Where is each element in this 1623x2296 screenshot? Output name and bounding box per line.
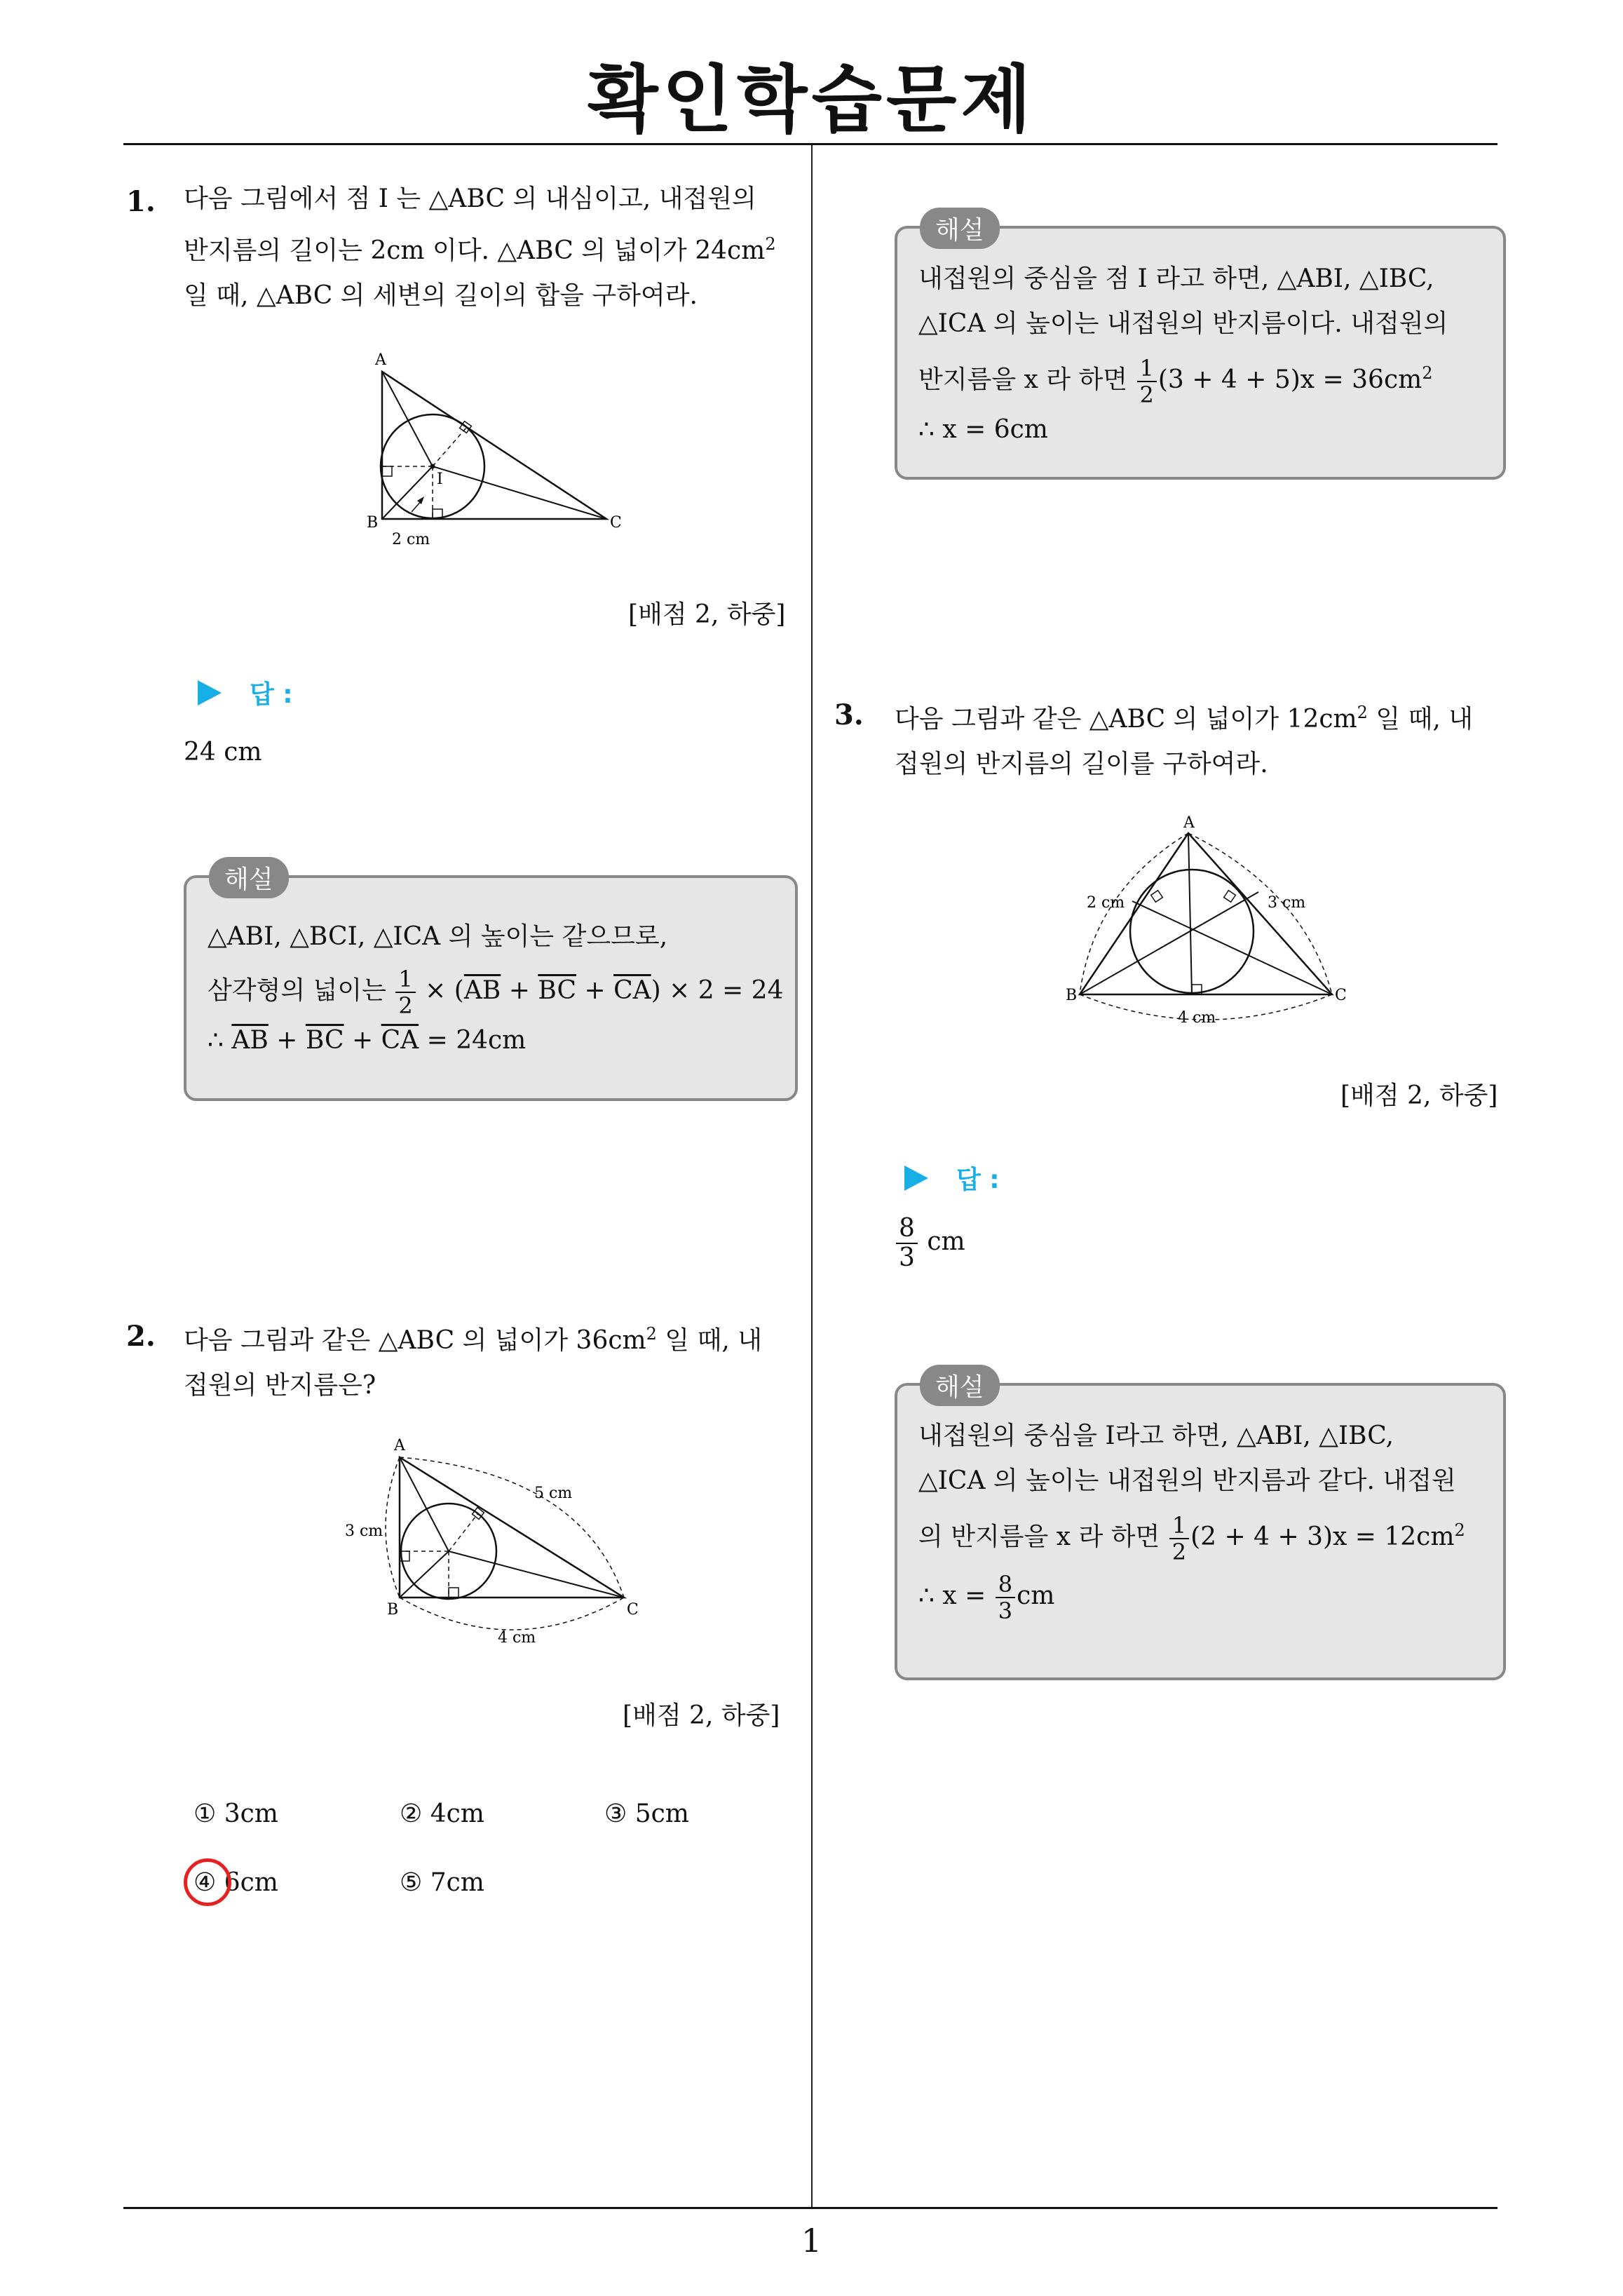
- q1-expl-line-1: △ABI, △BCI, △ICA 의 높이는 같으므로,: [208, 922, 668, 951]
- footer-rule: [123, 2207, 1498, 2209]
- question-1-answer-head: [198, 675, 293, 710]
- question-1-explanation: [184, 865, 798, 1101]
- page-number: 1: [801, 2222, 822, 2260]
- page-title: 확인학습문제: [588, 57, 1035, 142]
- q3-expl-line-3: 의 반지름을 x 라 하면 $\frac{1}{2}$ $(2 + 4 + 3)x = 12cm^2$: [918, 1512, 1465, 1565]
- q2-fig-label-ac: 5 cm: [534, 1485, 573, 1502]
- q3-fig-label-b: B: [1066, 987, 1078, 1004]
- q1-fig-label-i: I: [437, 471, 443, 488]
- question-1-line-3: 일 때, △ABC 의 세변의 길이의 합을 구하여라.: [184, 281, 698, 310]
- q2-fig-label-c: C: [627, 1601, 639, 1619]
- q1-fig-label-c: C: [610, 514, 622, 532]
- question-1-figure: [361, 351, 641, 554]
- question-1-number: 1.: [126, 185, 156, 218]
- question-2-number: 2.: [126, 1320, 156, 1353]
- q3-expl-line-2: △ICA 의 높이는 내접원의 반지름과 같다. 내접원: [918, 1466, 1456, 1495]
- question-1-answer: 24 cm: [184, 738, 262, 767]
- question-3-score: [배점 2, 하중]: [1340, 1081, 1498, 1110]
- question-1-line-2: 반지름의 길이는 2cm 이다. △ABC 의 넓이가 24cm: [184, 236, 766, 265]
- q2-fig-label-a: A: [394, 1437, 405, 1454]
- q1-expl-line-2: 삼각형의 넓이는 $\frac{1}{2}$ × $(\overline{AB} + \overline{BC} + \overline{CA}) \times 2 = 24$: [208, 966, 784, 1019]
- q1-fig-label-a: A: [375, 351, 386, 369]
- question-3-line-1: 다음 그림과 같은 △ABC 의 넓이가 12cm: [895, 705, 1357, 734]
- q2-expl-line-4: ∴ x = 6cm: [918, 415, 1048, 444]
- q2-expl-line-2: △ICA 의 높이는 내접원의 반지름이다. 내접원의: [918, 309, 1448, 338]
- question-2-score: [배점 2, 하중]: [623, 1701, 780, 1730]
- header-rule: [123, 143, 1498, 145]
- question-3-answer-head: [904, 1160, 1000, 1196]
- column-divider: [811, 145, 813, 2207]
- q3-expl-line-1: 내접원의 중심을 I라고 하면, △ABI, △IBC,: [918, 1422, 1394, 1450]
- question-1-sup: 2: [765, 234, 776, 254]
- q2-fig-label-ab: 3 cm: [345, 1522, 383, 1540]
- question-2-figure: [330, 1431, 666, 1655]
- question-1-score: [배점 2, 하중]: [628, 600, 786, 629]
- explanation-tag: 해설: [209, 857, 289, 898]
- choice-1[interactable]: ① 3cm: [193, 1799, 278, 1828]
- explanation-tag: 해설: [920, 208, 1000, 249]
- q3-fig-label-bc: 4 cm: [1178, 1009, 1216, 1027]
- q3-fig-label-a: A: [1183, 814, 1195, 832]
- q1-fig-label-b: B: [367, 514, 379, 532]
- q3-expl-line-4: ∴ x = $\frac{8}{3}$ cm: [918, 1571, 1055, 1624]
- q2-expl-line-3: 반지름을 x 라 하면 $\frac{1}{2}$ $(3 + 4 + 5)x = 36cm^2$: [918, 355, 1433, 408]
- question-3-answer-label: 답 :: [956, 1166, 1000, 1194]
- question-2-line-2: 접원의 반지름은?: [184, 1371, 376, 1400]
- question-2-text: 다음 그림과 같은 △ABC 의 넓이가 $36cm^2$ 일 때, 내 접원의 반지름은?: [184, 1311, 762, 1408]
- q3-fig-label-ac: 3 cm: [1268, 894, 1306, 912]
- play-triangle-icon: [904, 1166, 928, 1191]
- question-3-answer: $\frac{8}{3}$ cm: [895, 1215, 965, 1272]
- question-3-text: 다음 그림과 같은 △ABC 의 넓이가 $12cm^2$ 일 때, 내 접원의 반지름의 길이를 구하여라.: [895, 690, 1473, 787]
- q3-fig-label-c: C: [1335, 987, 1347, 1004]
- question-3-number: 3.: [834, 698, 864, 731]
- q1-expl-line-3: ∴ $\overline{AB} + \overline{BC} + \overline{CA} = 24cm$: [208, 1026, 527, 1055]
- question-3-explanation: [895, 1373, 1506, 1680]
- selected-answer-circle-icon: [184, 1858, 231, 1906]
- q2-fig-label-b: B: [387, 1601, 399, 1619]
- q1-fig-label-dim: 2 cm: [392, 531, 430, 548]
- choice-2[interactable]: ② 4cm: [400, 1799, 484, 1828]
- choice-4[interactable]: ④ 6cm: [193, 1868, 278, 1897]
- choice-5[interactable]: ⑤ 7cm: [400, 1868, 484, 1897]
- choice-3[interactable]: ③ 5cm: [604, 1799, 689, 1828]
- question-2-explanation: [895, 216, 1506, 480]
- question-3-line-2: 접원의 반지름의 길이를 구하여라.: [895, 750, 1268, 778]
- q2-fig-label-bc: 4 cm: [498, 1629, 536, 1647]
- question-3-figure: [1066, 813, 1360, 1038]
- question-1-text: [184, 177, 776, 318]
- question-1-answer-label: 답 :: [250, 680, 293, 709]
- question-1-line-1: 다음 그림에서 점 I 는 △ABC 의 내심이고, 내접원의: [184, 184, 756, 213]
- q3-fig-label-ab: 2 cm: [1087, 894, 1125, 912]
- question-2-line-1: 다음 그림과 같은 △ABC 의 넓이가 36cm: [184, 1326, 646, 1355]
- q2-expl-line-1: 내접원의 중심을 점 I 라고 하면, △ABI, △IBC,: [918, 264, 1434, 293]
- play-triangle-icon: [198, 680, 222, 705]
- explanation-tag: 해설: [920, 1365, 1000, 1406]
